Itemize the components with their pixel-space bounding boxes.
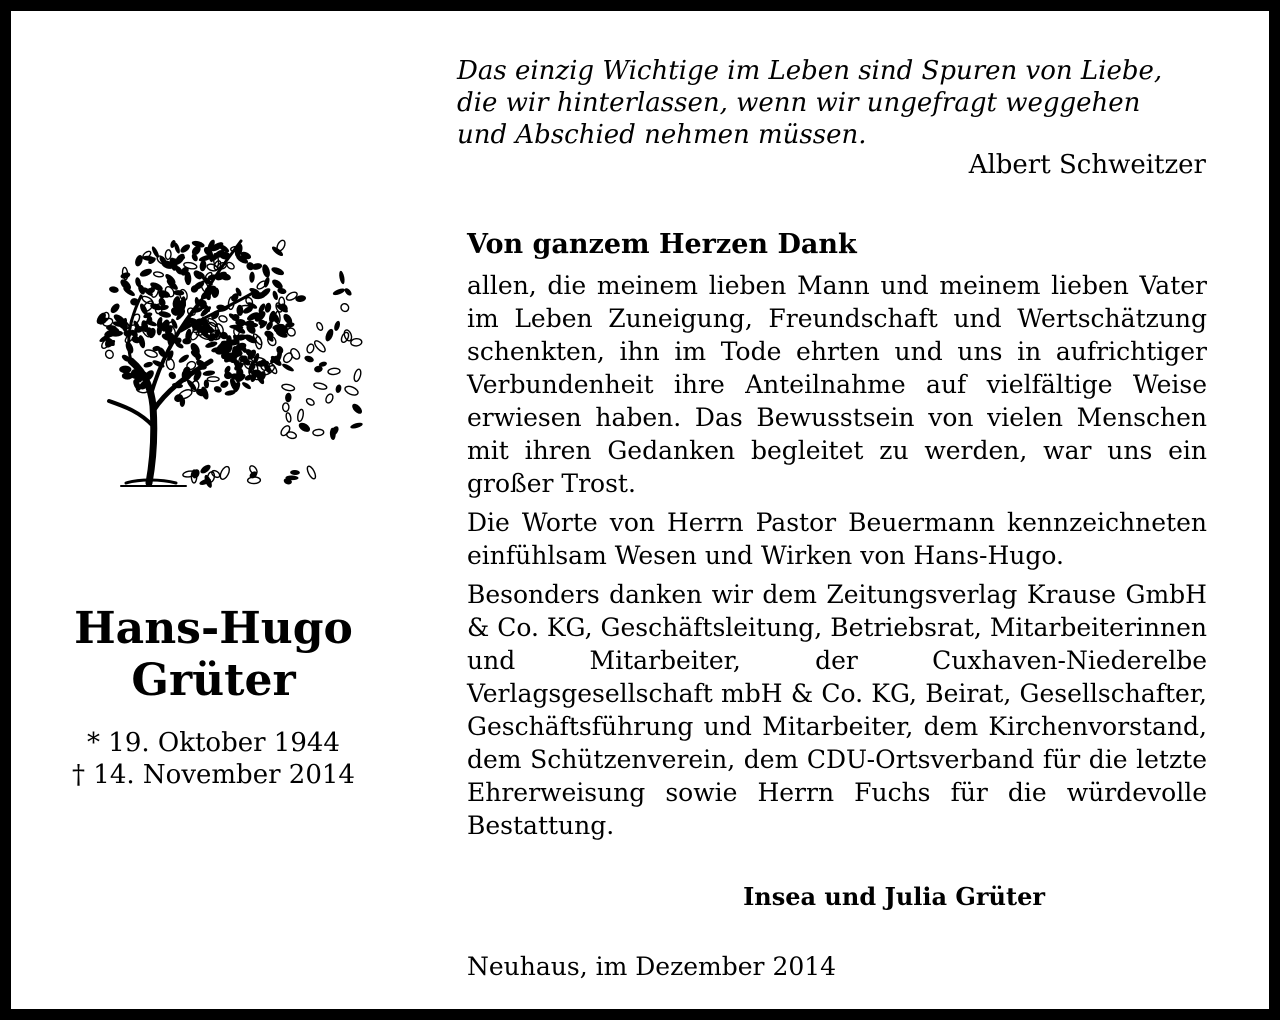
quote-author: Albert Schweitzer — [968, 150, 1206, 180]
leaf-icon — [182, 338, 191, 345]
thanks-body — [467, 269, 1207, 848]
leaf-icon — [286, 431, 297, 440]
leaf-icon — [199, 463, 212, 475]
leaf-icon — [281, 362, 295, 372]
leaf-icon — [306, 343, 315, 354]
leaf-icon — [120, 271, 131, 279]
leaf-icon — [143, 361, 154, 369]
leaf-icon — [119, 365, 131, 373]
leaf-icon — [207, 377, 219, 382]
leaf-icon — [313, 382, 327, 390]
leaf-icon — [297, 421, 312, 434]
leaf-icon — [226, 261, 236, 270]
leaf-icon — [351, 338, 363, 346]
leaf-icon — [303, 355, 314, 364]
leaf-icon — [241, 381, 252, 391]
leaf-icon — [350, 422, 364, 430]
leaf-icon — [264, 302, 272, 313]
leaf-icon — [332, 287, 346, 296]
leaf-icon — [218, 315, 228, 323]
leaf-icon — [108, 286, 119, 294]
leaf-icon — [218, 465, 231, 481]
leaf-icon — [165, 250, 171, 260]
leaf-icon — [255, 336, 263, 349]
leaf-icon — [333, 320, 341, 331]
leaf-icon — [282, 351, 294, 364]
leaf-icon — [270, 266, 285, 277]
life-dates — [41, 727, 386, 791]
tree-with-falling-leaves-icon — [91, 211, 371, 496]
deceased-name — [41, 603, 386, 707]
leaf-icon — [173, 290, 185, 296]
deceased-first-name: Hans-Hugo — [74, 603, 353, 654]
leaf-icon — [179, 243, 192, 255]
leaf-icon — [335, 384, 343, 394]
thanks-paragraph: allen, die meinem lieben Mann und meinem lieben Vater im Leben Zuneigung, Freundschaft und Wertschätzung schenkten, ihn im Tode ehrten und uns in aufrichtiger Verbundenheit ihre Anteilnahme auf vielfältige Weise erwiesen haben. Das Bewusstsein von vielen Menschen mit ihren Gedanken begleitet zu werden, war uns ein großer Trost. — [467, 271, 1207, 498]
leaf-icon — [199, 260, 207, 272]
leaf-icon — [328, 368, 340, 375]
leaf-icon — [139, 267, 153, 278]
leaf-icon — [339, 302, 350, 313]
leaf-icon — [324, 328, 335, 343]
leaf-icon — [153, 271, 163, 277]
leaf-icon — [338, 270, 345, 284]
leaf-icon — [343, 287, 353, 297]
leaf-icon — [261, 263, 271, 278]
leaf-icon — [285, 392, 292, 402]
leaf-icon — [275, 239, 286, 252]
leaf-icon — [279, 424, 291, 437]
place-date: Neuhaus, im Dezember 2014 — [467, 952, 837, 981]
deceased-last-name: Grüter — [131, 655, 296, 706]
leaf-icon — [283, 403, 289, 412]
leaf-icon — [313, 429, 324, 436]
leaf-icon — [316, 322, 324, 332]
leaf-icon — [290, 470, 300, 475]
leaf-icon — [325, 393, 335, 404]
leaf-icon — [285, 412, 291, 422]
leaf-icon — [281, 383, 295, 391]
leaf-icon — [306, 465, 317, 480]
thanks-paragraph: Besonders danken wir dem Zeitungsverlag Krause GmbH & Co. KG, Geschäftsleitung, Betriebsrat, Mitarbeiterinnen und Mitarbeiter, der Cuxhaven-Niederelbe Verlagsgesellschaft mbH & Co. KG, Beirat, Gesellschafter, Geschäftsführung und Mitarbeiter, dem Kirchenvorstand, dem Schützenverein, dem CDU-Ortsverband für die letzte Ehrerweisung sowie Herrn Fuchs für die würdevolle Bestattung. — [467, 580, 1207, 840]
death-date: † 14. November 2014 — [72, 760, 355, 790]
leaf-icon — [104, 349, 115, 360]
birth-date: * 19. Oktober 1944 — [87, 728, 340, 758]
leaf-icon — [249, 271, 255, 282]
leaf-icon — [313, 339, 327, 353]
leaf-icon — [167, 370, 177, 380]
thanks-heading: Von ganzem Herzen Dank — [467, 229, 857, 260]
leaf-icon — [297, 409, 304, 422]
leaf-icon — [202, 370, 215, 377]
signature: Insea und Julia Grüter — [743, 882, 1045, 911]
quote-text: Das einzig Wichtige im Leben sind Spuren von Liebe, die wir hinterlassen, wenn wir ungefragt weggehen und Abschied nehmen müssen. — [457, 56, 1163, 150]
leaf-icon — [305, 397, 315, 406]
leaf-icon — [210, 469, 220, 479]
leaf-icon — [344, 385, 360, 397]
leaf-icon — [350, 402, 363, 415]
leaf-icon — [353, 368, 362, 382]
leaf-icon — [109, 302, 121, 315]
thanks-paragraph: Die Worte von Herrn Pastor Beuermann kennzeichneten einfühlsam Wesen und Wirken von Hans-Hugo. — [467, 508, 1207, 570]
